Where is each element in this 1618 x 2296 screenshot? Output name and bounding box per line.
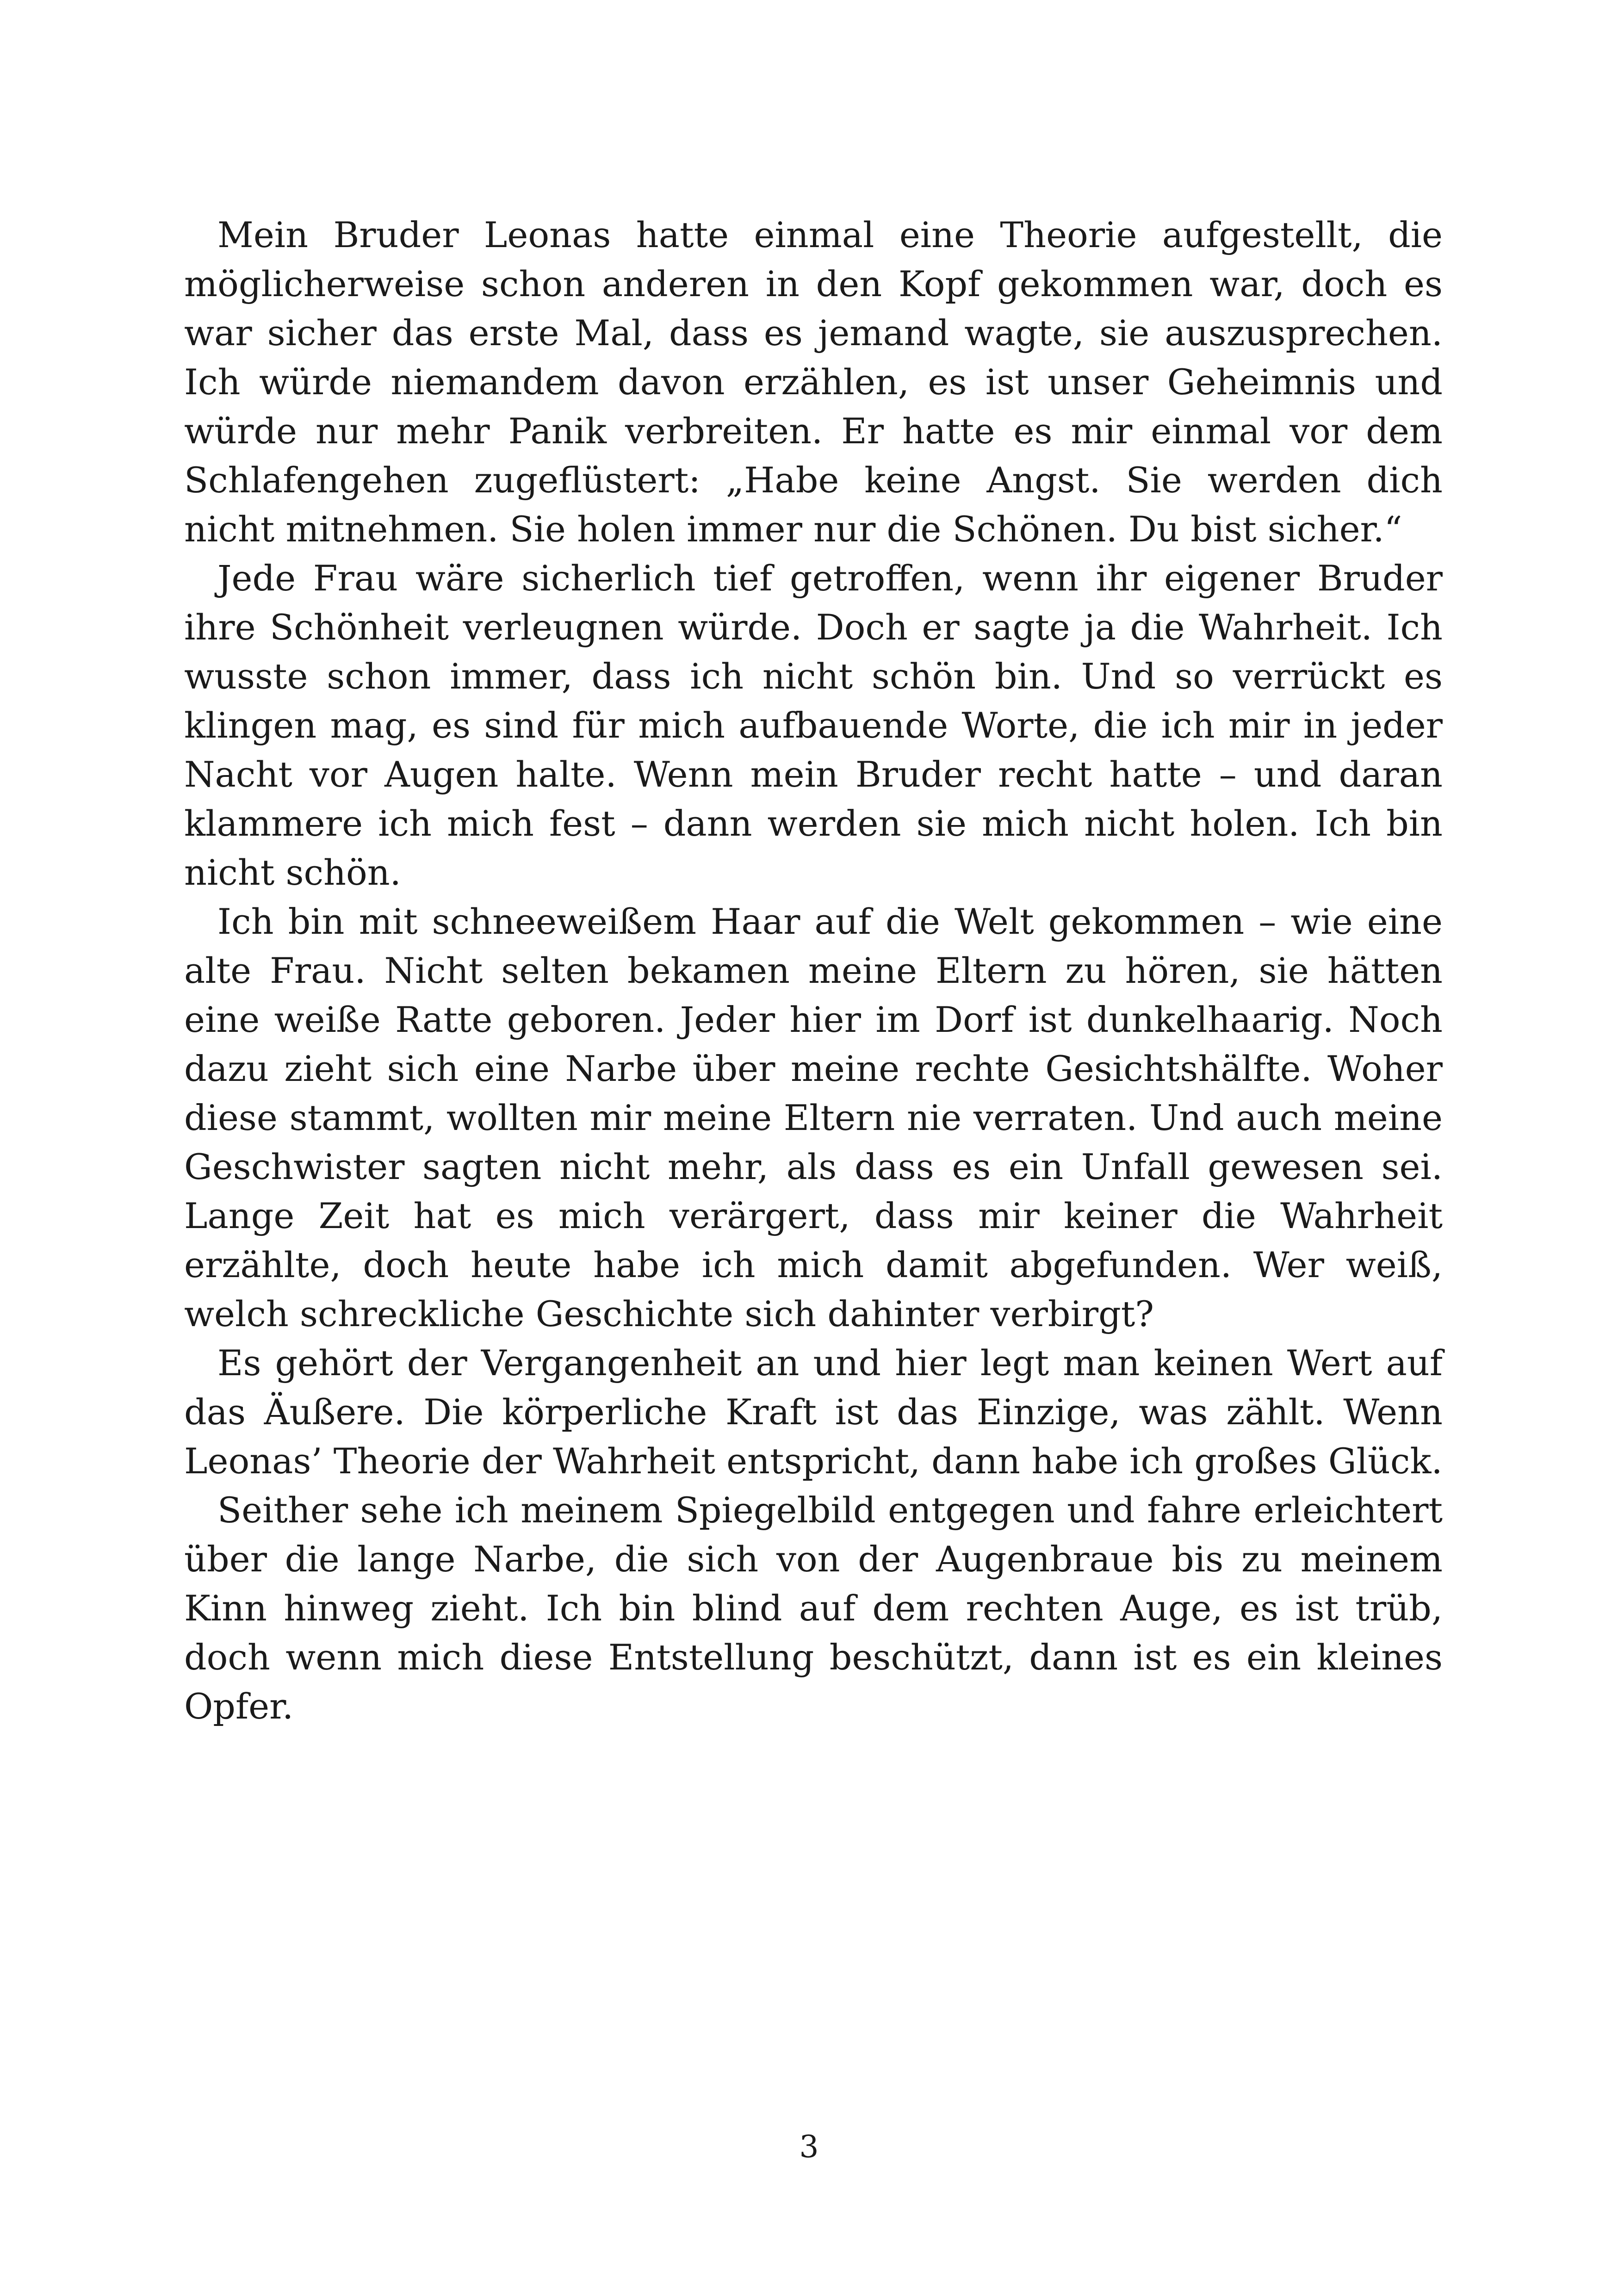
paragraph-4: Es gehört der Vergangenheit an und hier legt man keinen Wert auf das Äußere. Die körperliche Kraft ist das Einzige, was zählt. Wenn Leonas’ Theorie der Wahrheit entspricht, dann habe ich großes Glück. [184, 1342, 1443, 1482]
page-number: 3 [799, 2129, 819, 2165]
paragraph-2: Jede Frau wäre sicherlich tief getroffen, wenn ihr eigener Bruder ihre Schönheit verleugnen würde. Doch er sagte ja die Wahrheit. Ich wusste schon immer, dass ich nicht schön bin. Und so verrückt es klingen mag, es sind für mich aufbauende Worte, die ich mir in jeder Nacht vor Augen halte. Wenn mein Bruder recht hatte – und daran klammere ich mich fest – dann werden sie mich nicht holen. Ich bin nicht schön. [184, 558, 1443, 893]
paragraph-5: Seither sehe ich meinem Spiegelbild entgegen und fahre erleichtert über die lange Narbe, die sich von der Augenbraue bis zu meinem Kinn hinweg zieht. Ich bin blind auf dem rechten Auge, es ist trüb, doch wenn mich diese Entstellung beschützt, dann ist es ein kleines Opfer. [184, 1489, 1443, 1727]
paragraph-1: Mein Bruder Leonas hatte einmal eine Theorie aufgestellt, die möglicherweise schon anderen in den Kopf gekommen war, doch es war sicher das erste Mal, dass es jemand wagte, sie auszusprechen. Ich würde niemandem davon erzählen, es ist unser Geheimnis und würde nur mehr Panik verbreiten. Er hatte es mir einmal vor dem Schlafengehen zugeflüstert: „Habe keine Angst. Sie werden dich nicht mitnehmen. Sie holen immer nur die Schönen. Du bist sicher.“ [184, 214, 1443, 550]
paragraph-3: Ich bin mit schneeweißem Haar auf die Welt gekommen – wie eine alte Frau. Nicht selten bekamen meine Eltern zu hören, sie hätten eine weiße Ratte geboren. Jeder hier im Dorf ist dunkelhaarig. Noch dazu zieht sich eine Narbe über meine rechte Gesichtshälfte. Woher diese stammt, wollten mir meine Eltern nie verraten. Und auch meine Geschwister sagten nicht mehr, als dass es ein Unfall gewesen sei. Lange Zeit hat es mich verärgert, dass mir keiner die Wahrheit erzählte, doch heute habe ich mich damit abgefunden. Wer weiß, welch schreckliche Geschichte sich dahinter verbirgt? [184, 901, 1443, 1334]
body-text [184, 211, 1443, 1731]
